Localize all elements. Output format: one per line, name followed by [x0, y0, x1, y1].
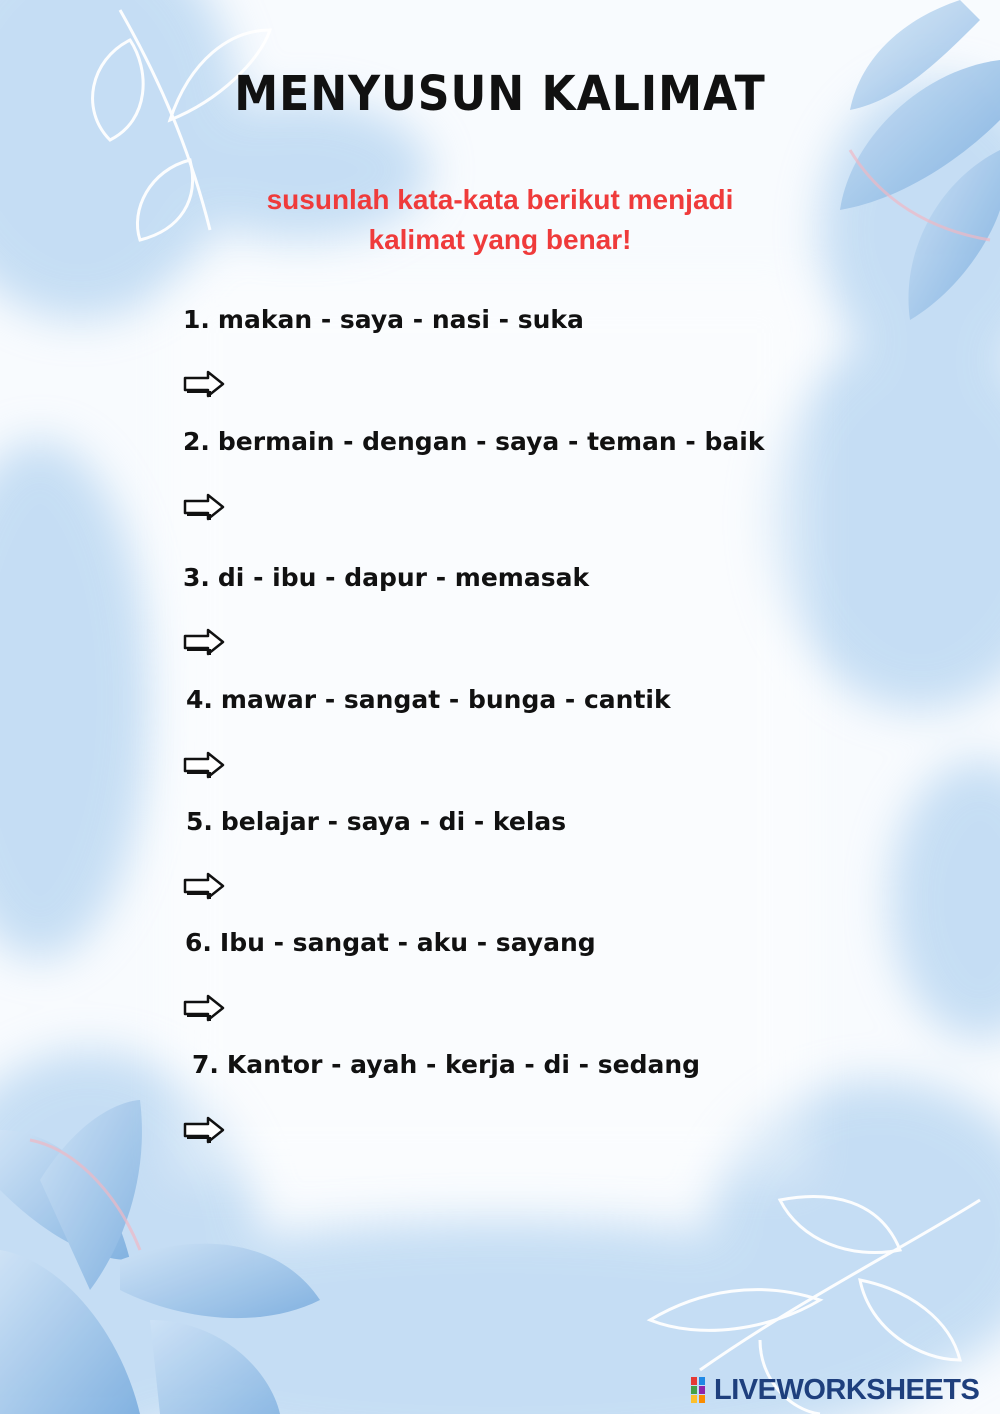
- question-item-2: [183, 427, 764, 456]
- question-item-1: [183, 305, 584, 334]
- question-item-4: [186, 685, 671, 714]
- right-arrow-icon: [182, 750, 226, 780]
- question-item-3: [183, 563, 589, 592]
- liveworksheets-logo-icon: [690, 1375, 712, 1405]
- right-arrow-icon: [182, 1115, 226, 1145]
- liveworksheets-logo[interactable]: [690, 1372, 979, 1408]
- right-arrow-icon: [182, 369, 226, 399]
- question-number: 1.: [183, 305, 210, 334]
- question-number: 3.: [183, 563, 210, 592]
- question-number: 5.: [186, 807, 213, 836]
- question-words: makan - saya - nasi - suka: [217, 305, 584, 334]
- question-number: 7.: [192, 1050, 219, 1079]
- right-arrow-icon: [182, 993, 226, 1023]
- question-number: 6.: [185, 928, 212, 957]
- question-item-6: [185, 928, 596, 957]
- question-words: Ibu - sangat - aku - sayang: [219, 928, 596, 957]
- question-number: 2.: [183, 427, 210, 456]
- brand-name: LIVEWORKSHEETS: [714, 1373, 980, 1406]
- instruction-line-1: susunlah kata-kata berikut menjadi: [266, 184, 734, 215]
- question-item-7: [192, 1050, 700, 1079]
- question-words: belajar - saya - di - kelas: [220, 807, 567, 836]
- instruction-line-2: kalimat yang benar!: [368, 224, 632, 255]
- question-words: mawar - sangat - bunga - cantik: [220, 685, 671, 714]
- worksheet-title: MENYUSUN KALIMAT: [234, 66, 766, 122]
- right-arrow-icon: [182, 871, 226, 901]
- question-item-5: [186, 807, 566, 836]
- instruction-text: [150, 180, 850, 260]
- question-words: di - ibu - dapur - memasak: [217, 563, 590, 592]
- question-words: Kantor - ayah - kerja - di - sedang: [226, 1050, 701, 1079]
- question-words: bermain - dengan - saya - teman - baik: [217, 427, 765, 456]
- question-number: 4.: [186, 685, 213, 714]
- right-arrow-icon: [182, 492, 226, 522]
- right-arrow-icon: [182, 627, 226, 657]
